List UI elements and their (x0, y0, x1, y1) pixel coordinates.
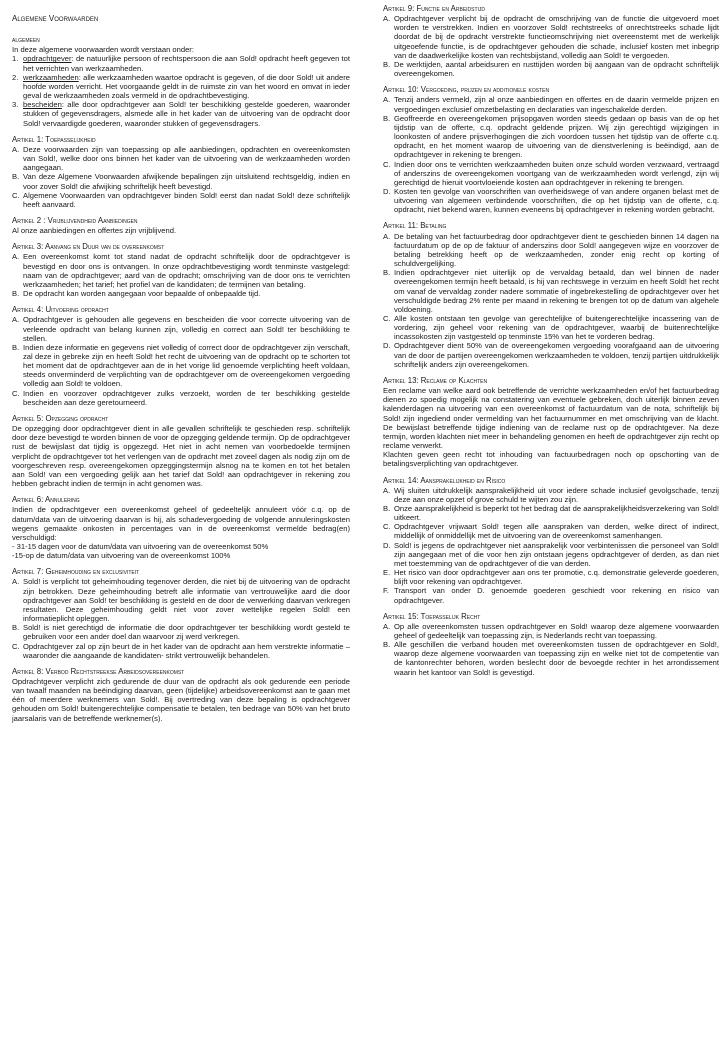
list-item (383, 522, 719, 540)
article-paragraph: Al onze aanbiedingen en offertes zijn vrijblijvend. (12, 226, 177, 236)
list-item-text (23, 623, 350, 641)
article-section (12, 305, 350, 407)
list-item-marker: B. (383, 503, 391, 513)
list-item-text (23, 73, 350, 100)
list-item-marker: A. (383, 621, 391, 631)
article-section (383, 376, 719, 469)
list-item (12, 172, 350, 190)
list-item (383, 640, 719, 677)
list-item-body: De werktijden, aantal arbeidsuren en rusttijden worden bij aangaan van de opdracht schriftelijk overeengekomen. (394, 59, 719, 79)
list-item (12, 191, 350, 209)
article-heading: Artikel 13: Reclame op Klachten (383, 375, 488, 385)
list-item-text (394, 60, 719, 78)
list-item-marker: A. (12, 144, 20, 154)
list-item-body: Opdrachtgever is gehouden alle gegevens en bescheiden die voor correcte uitvoering van de verleende opdracht van belang kunnen zijn, volledig en correct aan Sold! ter beschikking te stellen. (23, 315, 350, 343)
list-item-body: : alle werkzaamheden waartoe opdracht is gegeven, of die door Sold! uit andere hoofde worden verricht. Het voorgaande geldt in de ruimste zin van het woord en omvat in ieder geval de werkzaamheden zoals vermeld in de opdrachtbevestiging. (23, 72, 350, 101)
list-item-body: Deze voorwaarden zijn van toepassing op alle aanbiedingen, opdrachten en overeenkomsten van Sold!, welke door ons binnen het kader van de uitvoering van de werkzaamheden worden aangegaan. (23, 144, 350, 173)
list-item-marker: C. (383, 522, 391, 532)
list-item-body: Indien en voorzover opdrachtgever zulks verzoekt, worden de ter beschikking gestelde bescheiden aan deze geretourneerd. (23, 388, 350, 407)
list-item-marker: A. (383, 485, 391, 495)
article-paragraph: - 31-15 dagen voor de datum/data van uitvoering van de overeenkomst 50% (12, 541, 269, 551)
list-item-text (23, 172, 350, 190)
list-item-text (23, 389, 350, 407)
left-column (12, 14, 350, 730)
list-item-body: Sold! is verplicht tot geheimhouding tegenover derden, die niet bij de uitvoering van de opdracht zijn betrokken. Deze geheimhouding betreft alle informatie van vertrouwelijke aard die door opdrachtgever aan Sold! ter beschikking is gesteld en de door de verwerking daarvan verkregen resultaten. Deze geheimhouding geldt niet voor zover wettelijke regelen Sold! een informatieplicht opleggen. (23, 577, 350, 624)
list-item (383, 341, 719, 368)
list-item-text (23, 54, 350, 72)
list-item (12, 145, 350, 172)
list-item-text (23, 343, 350, 389)
list-item-body: Onze aansprakelijkheid is beperkt tot het bedrag dat de aansprakelijkheidsverzekering van Sold! uitkeert. (394, 503, 719, 523)
list-item-marker: A. (383, 95, 391, 105)
list-item-text (394, 314, 719, 341)
article-heading: Artikel 7: Geheimhouding en exclusiviteit (12, 567, 140, 577)
list-item-body: Indien door ons te verrichten werkzaamheden buiten onze schuld worden verzwaard, vertraagd of anderszins de overeengekomen voortgang van de werkzaamheden wordt verlengd, zijn wij gerechtigd de hieruit voortvloeiende kosten aan opdrachtgever in rekening te brengen. (394, 159, 719, 187)
list-item-body: Tenzij anders vermeld, zijn al onze aanbiedingen en offertes en de daarin vermelde prijzen en vergoedingen exclusief omzetbelasting en declaraties van ingeschakelde derden. (394, 95, 719, 114)
list-item-marker: D. (383, 540, 391, 550)
list-item-marker: A. (383, 231, 391, 241)
list-item-body: De opdracht kan worden aangegaan voor bepaalde of onbepaalde tijd. (23, 289, 261, 299)
list-item-body: Transport van onder D. genoemde goederen geschiedt voor rekening en risico van opdrachtgever. (394, 586, 719, 605)
list-item (383, 60, 719, 78)
list-item-marker: B. (12, 172, 20, 182)
list-item (383, 187, 719, 214)
list-item-body: Op alle overeenkomsten tussen opdrachtgever en Sold! waarop deze algemene voorwaarden geheel of gedeeltelijk van toepassing zijn, is Nederlands recht van toepassing. (394, 621, 719, 640)
article-paragraph: -15-op de datum/data van uitvoering van de overeenkomst 100% (12, 551, 231, 561)
list-item (383, 541, 719, 568)
article-section (12, 216, 350, 235)
list-item-marker: B. (383, 113, 391, 123)
list-item-text (23, 577, 350, 623)
list-item (383, 622, 719, 640)
list-item-body: Opdrachtgever vrijwaart Sold! tegen alle aanspraken van derden, welke direct of indirect, middellijk of onmiddellijk met de uitvoering van de overeenkomst samenhangen. (394, 522, 719, 541)
list-item (383, 268, 719, 314)
article-paragraph: De opzegging door opdrachtgever dient in alle gevallen schriftelijk te geschieden resp. schriftelijk door deze bevestigd te worden binnen de voor de opzegging geldende termijn. Op de opdrachtgever rust de bewijslast dat tijdig is opgezegd. Het niet in acht nemen van voorbedoelde termijnen verplicht de opdrachtgever tot het verlengen van de opdracht met zoveel dagen als nodig zijn om de voorgeschreven resp. overeengekomen opzeggingstermijn alsnog na te komen en tot het betalen aan Sold! van een vergoeding gelijk aan het tarief dat Sold! aan opdrachtgever in rekening zou hebben gebracht indien de termijn in acht genomen was. (12, 424, 350, 489)
list-item-marker: D. (383, 341, 391, 351)
list-item-marker: E. (383, 568, 391, 578)
article-section (12, 567, 350, 660)
list-item-body: Het risico van door opdrachtgever aan ons ter promotie, c.q. demonstratie geleverde goederen, blijft voor rekening van opdrachtgever. (394, 568, 719, 587)
article-heading: Artikel 5: Opzegging opdracht (12, 413, 109, 423)
list-item-text (23, 100, 350, 127)
list-item (383, 586, 719, 604)
article-paragraph: Opdrachtgever verplicht zich gedurende de duur van de opdracht als ook gedurende een periode van twaalf maanden na beëindiging daarvan, geen (tijdelijke) arbeidsovereenkomst aan te gaan met één of meerdere werknemers van Sold!. Bij overtreding van deze bepaling is opdrachtgever gehouden om Sold! buitengerechtelijke compensatie te betalen, ten bedrage van 50% van het bruto jaarsalaris van de betreffende werknemer(s). (12, 677, 350, 723)
list-item-body: Sold! is niet gerechtigd de informatie die door opdrachtgever ter beschikking wordt gesteld te gebruiken voor een ander doel dan waarvoor zij werd verkregen. (23, 623, 350, 642)
list-item-marker: C. (12, 190, 20, 200)
list-item-text (394, 114, 719, 160)
article-heading: Artikel 1: Toepasselijkheid (12, 134, 96, 144)
list-item-body: Algemene Voorwaarden van opdrachtgever binden Sold! eerst dan nadat Sold! deze schriftelijk heeft aanvaard. (23, 190, 350, 209)
list-item-body: Een overeenkomst komt tot stand nadat de opdracht schriftelijk door de opdrachtgever is bevestigd en door ons is ontvangen. In onze opdrachtbevestiging wordt tenminste vastgelegd: naam van de opdrachtgever; aard van de opdracht; omschrijving van de door ons te verrichten werkzaamheden; het tarief; het profiel van de kandidaten; de termijnen van betaling. (23, 252, 350, 289)
list-item-marker: 1. (12, 54, 19, 64)
article-heading: Artikel 10: Vergoeding, prijzen en additionele kosten (383, 85, 550, 95)
list-item-marker: 2. (12, 72, 19, 82)
list-item-marker: B. (383, 268, 391, 278)
article-paragraph: In deze algemene voorwaarden wordt verstaan onder: (12, 45, 194, 55)
article-section (12, 414, 350, 488)
list-item (12, 343, 350, 389)
list-item (383, 14, 719, 60)
list-item-body: Van deze Algemene Voorwaarden afwijkende bepalingen zijn uitsluitend rechtsgeldig, indien en voor zover Sold! die afwijking schriftelijk heeft bevestigd. (23, 172, 350, 191)
list-item-body: Wij sluiten uitdrukkelijk aansprakelijkheid uit voor iedere schade inclusief gevolgschade, tenzij deze aan onze opzet of grove schuld te wijten zou zijn. (394, 485, 719, 504)
list-item (12, 389, 350, 407)
list-item-text (23, 145, 350, 172)
list-item-body: : de natuurlijke persoon of rechtspersoon die aan Sold! opdracht heeft gegeven tot het verrichten van werkzaamheden. (23, 54, 350, 73)
list-item-text (23, 315, 350, 342)
article-heading: Artikel 14: Aansprakelijkheid en Risico (383, 475, 506, 485)
list-item (12, 577, 350, 623)
list-item-body: Alle kosten ontstaan ten gevolge van gerechtelijke of buitengerechtelijke incassering van de vordering, zijn geheel voor rekening van de opdrachtgever, waarbij de buitenrechtelijke incassokosten zijn vastgesteld op tenminste 15% van het te vorderen bedrag. (394, 314, 719, 342)
list-item (12, 100, 350, 127)
article-paragraph: Indien de opdrachtgever een overeenkomst geheel of gedeeltelijk annuleert vóór c.q. op de datum/data van de uitvoering daarvan is hij, als schadevergoeding de volgende annuleringskosten wegens gemaakte onkosten in percentages van in de overeenkomst vermelde bedrag(en) verschuldigd: (12, 505, 350, 542)
list-item-marker: C. (383, 159, 391, 169)
list-item (383, 114, 719, 160)
list-item-text (394, 504, 719, 522)
list-item-body: : alle door opdrachtgever aan Sold! ter beschikking gestelde goederen, waaronder stukken of gegevensdragers, alsmede alle in het kader van de uitvoering van de opdracht door Sold! vervaardigde goederen, waaronder stukken of gegevensdragers. (23, 100, 350, 128)
list-item-body: Alle geschillen die verband houden met overeenkomsten tussen de opdrachtgever en Sold!, waarop deze algemene voorwaarden van toepassing zijn en welke niet tot de competentie van de kantonrechter behoren, worden beslecht door de bevoegde rechter in het arrondissement waarin het kantoor van Sold! is gevestigd. (394, 640, 719, 677)
list-item-marker: A. (12, 577, 20, 587)
list-item (383, 232, 719, 269)
list-item-text (23, 642, 350, 660)
right-column (383, 4, 719, 684)
list-item-text (394, 95, 719, 113)
article-section (383, 476, 719, 605)
list-item-text (394, 586, 719, 604)
list-item-body: Kosten ten gevolge van voorschriften van overheidswege of van andere organen belast met de uitvoering van algemeen verbindende voorschriften, die op het tijdstip van de offerte, c.q. opdracht, niet bekend waren, kunnen eveneens bij opdrachtgever in rekening worden gebracht. (394, 186, 719, 215)
list-item (383, 504, 719, 522)
document-title: Algemene Voorwaarden (12, 14, 99, 23)
article-heading: Artikel 8: Verbod Rechtstreekse Arbeidsovereenkomst (12, 666, 185, 676)
article-section (12, 667, 350, 723)
list-item (383, 314, 719, 341)
list-item (12, 54, 350, 72)
list-item (12, 252, 350, 289)
list-item-marker: B. (383, 640, 391, 650)
article-heading: algemeen (12, 35, 40, 45)
article-heading: Artikel 2 : Vrijblijvendheid Aanbiedingen (12, 215, 138, 225)
list-item-marker: A. (383, 14, 391, 24)
defined-term: opdrachtgever (23, 54, 72, 64)
list-item-text (23, 289, 350, 298)
list-item-marker: B. (12, 342, 20, 352)
list-item (383, 568, 719, 586)
list-item-body: Indien deze informatie en gegevens niet volledig of correct door de opdrachtgever zijn verschaft, zal deze in gebreke zijn en heeft Sold! het recht de uitvoering van de opdracht op te schorten tot het moment dat de opdrachtgever aan de in het vorige lid genoemde verplichting heeft voldaan, steeds onverminderd de verplichting van de opdrachtgever om de overeengekomen vergoeding volledig aan Sold! te voldoen. (23, 342, 350, 389)
list-item-text (394, 640, 719, 677)
list-item-marker: 3. (12, 100, 19, 110)
list-item-marker: F. (383, 586, 389, 596)
list-item-body: Opdrachtgever verplicht bij de opdracht de omschrijving van de functie die uitgevoerd moet worden te verstrekken. Indien en voorzover Sold! rechtstreeks of onrechtstreeks schade lijdt doordat de bij de opdracht verstrekte functieomschrijving niet overeenstemt met de werkelijk uitgeoefende functie, is de opdrachtgever gehouden die schade, inclusief kosten met inbegrip van de daadwerkelijke kosten van rechtsbijstand, volledig aan Sold! te vergoeden. (394, 14, 719, 60)
list-item-text (394, 187, 719, 214)
list-item (383, 160, 719, 187)
article-heading: Artikel 11: Betaling (383, 221, 447, 231)
article-section (383, 85, 719, 214)
list-item-marker: B. (12, 623, 20, 633)
list-item (12, 642, 350, 660)
article-heading: Artikel 3: Aanvang en Duur van de overeenkomst (12, 242, 165, 252)
article-section (383, 221, 719, 369)
article-section (383, 4, 719, 78)
defined-term: bescheiden (23, 100, 62, 110)
list-item (12, 289, 350, 298)
defined-term: werkzaamheden (23, 72, 79, 82)
list-item (383, 95, 719, 113)
list-item-text (394, 486, 719, 504)
article-heading: Artikel 9: Functie en Arbeidstijd (383, 4, 486, 13)
article-section (383, 612, 719, 677)
list-item-marker: C. (383, 314, 391, 323)
list-item-marker: A. (12, 252, 20, 262)
list-item-marker: B. (12, 289, 20, 299)
list-item-marker: D. (383, 186, 391, 196)
list-item-body: Opdrachtgever zal op zijn beurt de in het kader van de opdracht aan hem verstrekte informatie – waaronder die aangaande de kandidaten- strikt vertrouwelijk behandelen. (23, 641, 350, 660)
article-section (12, 495, 350, 560)
article-heading: Artikel 6: Annulering (12, 495, 80, 505)
list-item-text (394, 522, 719, 540)
list-item-body: De betaling van het factuurbedrag door opdrachtgever dient te geschieden binnen 14 dagen na factuurdatum op de op de faktuur of anderszins door Sold! aangegeven wijze en voorzover de betaling betrekking heeft op de werkzaamheden, zonder enig recht op korting of schuldvergelijking. (394, 231, 719, 269)
list-item-text (394, 232, 719, 269)
article-heading: Artikel 15: Toepasselijk Recht (383, 611, 481, 621)
list-item-text (23, 252, 350, 289)
list-item (12, 73, 350, 100)
list-item-marker: C. (12, 641, 20, 651)
article-paragraph: Een reclame van welke aard ook betreffende de verrichte werkzaamheden en/of het factuurbedrag dienen zo spoedig mogelijk na constatering van eventuele gebreken, doch uiterlijk binnen zeven kalenderdagen na uitvoering van een overeenkomst of factuurdatum van de nota, schriftelijk bij Sold! zijn ingediend onder vermelding van het factuurnummer en met omschrijving van de klacht. De bewijslast betreffende tijdige indiening van de reclame rust op de opdrachtgever. Na deze termijn, worden klachten niet meer in behandeling genomen en heeft de opdrachtgever zijn recht op reclame verwerkt. (383, 386, 719, 451)
article-paragraph: Klachten geven geen recht tot inhouding van factuurbedragen noch op opschorting van de betalingsverplichting van opdrachtgever. (383, 450, 719, 469)
list-item-text (394, 541, 719, 568)
list-item-text (394, 622, 719, 640)
list-item-body: Sold! is jegens de opdrachtgever niet aansprakelijk voor verbintenissen die personeel van Sold! zijn aangegaan met of die voor hen zijn ontstaan jegens opdrachtgever of derden, as dan niet met toestemming van de opdrachtgever of die van derden. (394, 540, 719, 568)
list-item (383, 486, 719, 504)
list-item-marker: B. (383, 59, 391, 69)
list-item-marker: C. (12, 388, 20, 398)
article-section (12, 135, 350, 209)
list-item (12, 315, 350, 342)
article-section (12, 242, 350, 298)
list-item (12, 623, 350, 641)
list-item-marker: A. (12, 315, 20, 325)
list-item-text (394, 160, 719, 187)
list-item-body: Indien opdrachtgever niet uiterlijk op de vervaldag betaald, dan wel binnen de nader overeengekomen termijn heeft betaald, is hij van rechtswege in verzuim en heeft Sold! het recht om vanaf de vervaldag zonder nadere sommatie of ingebrekestelling de opdrachtgever over het verschuldigde bedrag 2% rente per maand in rekening te brengen tot op de datum van algehele voldoening. (394, 268, 719, 314)
article-section (12, 35, 350, 128)
list-item-text (394, 568, 719, 586)
list-item-text (394, 341, 719, 368)
list-item-text (394, 14, 719, 60)
list-item-text (394, 268, 719, 314)
list-item-body: Geoffreerde en overeengekomen prijsopgaven worden steeds gedaan op basis van de op het tijdstip van de offerte, c.q. opdracht geldende prijzen. Wij zijn gerechtigd wijzigingen in loonkosten of andere prijsverhogingen die zich voordoen tussen het tijdstip van de offerte c.q. opdracht, en het moment waarop de uitvoering van de dienstverlening is beëindigd, aan de opdrachtgever in rekening te brengen. (394, 113, 719, 160)
list-item-body: Opdrachtgever dient 50% van de overeengekomen vergoeding voorafgaand aan de uitvoering van de door de partijen overeengekomen werkzaamheden te voldoen, tenzij partijen uitdrukkelijk schriftelijk anders zijn overeengekomen. (394, 341, 719, 369)
list-item-text (23, 191, 350, 209)
article-heading: Artikel 4: Uitvoering opdracht (12, 305, 109, 315)
